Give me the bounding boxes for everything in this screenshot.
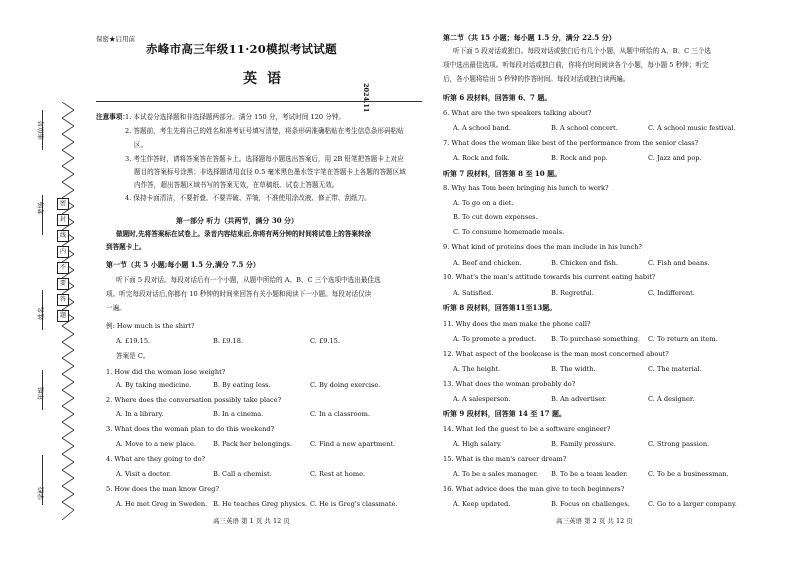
question: 2. Where does the conversation possibly take place?: [106, 396, 282, 404]
note-item: 2. 答题前，考生先将自己的姓名和准考证号填写清楚，将条形码准确粘贴在考生信息条形码粘贴: [125, 127, 404, 135]
note-item: 3. 考生作答时，请将答案答在答题卡上。选择题每小题选出答案后，用 2B 铅笔把答题卡上对应: [125, 155, 404, 163]
option: A. By taking medicine.: [116, 381, 192, 389]
section1-note: 一遍。: [106, 304, 126, 312]
seal-char: 线: [57, 230, 69, 242]
option: C. To consume homemade meals.: [453, 228, 565, 236]
note-item: 1. 本试卷分选择题和非选择题两部分。满分 150 分，考试时间 120 分钟。: [125, 113, 345, 121]
seal-char: 不: [57, 262, 69, 274]
subject-title: 英语: [243, 71, 291, 87]
question: 3. What does the woman plan to do this weekend?: [106, 425, 275, 433]
note-item: 内作答，超出答题区域书写的答案无效，在草稿纸、试卷上答题无效。: [134, 181, 339, 189]
question: 1. How did the woman lose weight?: [106, 368, 226, 376]
section2-title: 第二节（共 15 小题；每小题 1.5 分，满分 22.5 分）: [443, 33, 616, 42]
notes-lead: 注意事项：: [96, 113, 129, 121]
question: 5. How does the man know Greg?: [106, 485, 219, 493]
option: C. Indifferent.: [648, 289, 695, 297]
option: A. To promote a product.: [453, 335, 537, 343]
question: 16. What advice does the man give to tech beginners?: [443, 485, 625, 493]
seat-number-label: 座位号: [37, 120, 45, 140]
question: 15. What is the man's career dream?: [443, 455, 567, 463]
page-footer: 高三英语 第 2 页 共 12 页: [556, 517, 633, 525]
exam-room-label: 考场: [37, 202, 45, 215]
option: A. To go on a diet.: [453, 199, 514, 207]
option: A. In a library.: [116, 410, 164, 418]
option: A. Rock and folk.: [453, 154, 510, 162]
example-question: 例: How much is the shirt?: [106, 322, 195, 330]
option: C. £9.15.: [310, 337, 340, 345]
option: B. Call a chemist.: [213, 470, 272, 478]
option: A. High salary.: [453, 440, 502, 448]
option: C. Go to a larger company.: [648, 500, 737, 508]
question: 10. What's the man's attitude towards his current eating habit?: [443, 273, 656, 281]
section1-note: 项。听完每段对话后,你都有 10 秒钟的时间来回答有关小题和阅读下一小题。每段对话仅读: [106, 290, 372, 298]
option: B. Focus on challenges.: [551, 500, 630, 508]
option: C. Rest at home.: [310, 470, 366, 478]
question: 11. Why does the man make the phone call?: [443, 320, 591, 328]
option: B. In a cinema.: [213, 410, 264, 418]
material-heading: 听第 6 段材料，回答第 6、7 题。: [443, 93, 552, 102]
option: C. Strong passion.: [648, 440, 710, 448]
option: B. To cut down expenses.: [453, 213, 538, 221]
question: 6. What are the two speakers talking about?: [443, 109, 592, 117]
option: B. £9.18.: [213, 337, 244, 345]
option: C. He is Greg's classmate.: [310, 500, 398, 508]
option: A. To be a sales manager.: [453, 470, 538, 478]
section1-title: 第一节（共 5 小题;每小题 1.5 分,满分 7.5 分）: [106, 260, 260, 269]
material-heading: 听第 7 段材料，回答第 8 至 10 题。: [443, 169, 562, 178]
question: 7. What does the woman like best of the performance from the senior class?: [443, 139, 699, 147]
option: A. £19.15.: [116, 337, 151, 345]
option: C. Fish and beans.: [648, 259, 710, 267]
question: 13. What does the woman probably do?: [443, 380, 576, 388]
option: A. Visit a doctor.: [116, 470, 171, 478]
section2-note: 后，各小题将给出 5 秒钟的作答时间。每段对话或独白读两遍。: [443, 75, 630, 83]
seal-char: 要: [57, 278, 69, 290]
name-label: 姓名: [37, 307, 45, 320]
material-heading: 听第 9 段材料，回答第 14 至 17 题。: [443, 409, 566, 418]
page-footer: 高三英语 第 1 页 共 12 页: [213, 517, 290, 525]
option: C. Find a new apartment.: [310, 440, 396, 448]
option: B. He teaches Greg physics.: [213, 500, 308, 508]
section2-note: 听下面 5 段对话或独白。每段对话或独白后有几个小题，从题中所给的 A、B、C 三个选: [453, 47, 712, 55]
exam-date: 2024.11: [362, 83, 370, 113]
seal-char: 内: [57, 246, 69, 258]
seal-char: 密: [57, 198, 69, 210]
part1-title: 第一部分 听力（共两节，满分 30 分）: [176, 216, 299, 225]
seal-char: 题: [57, 310, 69, 322]
part1-note: 做题时,先将答案标在试卷上。录音内容结束后,你将有两分钟的时间将试卷上的答案转涂: [116, 230, 372, 238]
option: C. The material.: [648, 365, 702, 373]
question: 14. What led the guest to be a software engineer?: [443, 425, 611, 433]
option: A. A school band.: [453, 124, 511, 132]
example-answer: 答案是 C。: [116, 352, 150, 360]
option: B. Chicken and fish.: [551, 259, 618, 267]
seal-char: 封: [57, 214, 69, 226]
section1-note: 听下面 5 段对话。每段对话后有一个小题，从题中所给的 A、B、C 三个选项中选出最佳选: [116, 276, 381, 284]
note-item: 题目的答案标号涂黑；非选择题请用直径 0.5 毫米黑色墨水签字笔在答题卡上各题的答题区域: [134, 168, 406, 176]
option: B. A school concert.: [551, 124, 618, 132]
seal-char: 答: [57, 294, 69, 306]
option: A. The height.: [453, 365, 501, 373]
question: 9. What kind of proteins does the man include in his lunch?: [443, 243, 642, 251]
section2-note: 项中选出最佳选项。听每段对话或独白前，你将有时间阅读各个小题，每小题 5 秒钟；听完: [443, 61, 709, 69]
exam-title: 赤峰市高三年级11·20模拟考试试题: [146, 42, 337, 56]
option: A. Beef and chicken.: [453, 259, 522, 267]
option: C. To be a businessman.: [648, 470, 729, 478]
option: A. Satisfied.: [453, 289, 494, 297]
option: B. Regretful.: [551, 289, 594, 297]
option: C. By doing exercise.: [310, 381, 381, 389]
option: C. In a classroom.: [310, 410, 370, 418]
part1-note: 到答题卡上。: [106, 243, 146, 251]
option: B. By eating less.: [213, 381, 271, 389]
option: B. To purchase something.: [551, 335, 640, 343]
option: B. Family pressure.: [551, 440, 616, 448]
option: A. A salesperson.: [453, 395, 511, 403]
option: C. To return an item.: [648, 335, 718, 343]
option: C. A designer.: [648, 395, 695, 403]
option: A. Move to a new place.: [116, 440, 196, 448]
question: 8. Why has Tom been bringing his lunch to work?: [443, 184, 609, 192]
option: C. A school music festival.: [648, 124, 736, 132]
option: B. To be a team leader.: [551, 470, 628, 478]
header-divider: [96, 101, 422, 102]
note-item: 4. 保持卡面清洁，不要折叠、不要弄破、弄皱，不准使用涂改液、修正带、刮纸刀。: [125, 194, 371, 202]
material-heading: 听第 8 段材料，回答第11至13题。: [443, 303, 557, 312]
option: A. Keep updated.: [453, 500, 511, 508]
option: B. Rock and pop.: [551, 154, 608, 162]
question: 12. What aspect of the bookcase is the man most concerned about?: [443, 350, 669, 358]
option: B. The width.: [551, 365, 596, 373]
school-label: 学校: [37, 487, 45, 500]
note-item: 区。: [134, 141, 148, 149]
option: A. He met Greg in Sweden.: [116, 500, 208, 508]
confidential-badge: 保密★启用前: [96, 35, 135, 43]
option: B. Pack her belongings.: [213, 440, 293, 448]
option: C. Jazz and pop.: [648, 154, 702, 162]
grade-label: 年级: [37, 387, 45, 400]
option: B. An advertiser.: [551, 395, 607, 403]
question: 4. What are they going to do?: [106, 455, 206, 463]
